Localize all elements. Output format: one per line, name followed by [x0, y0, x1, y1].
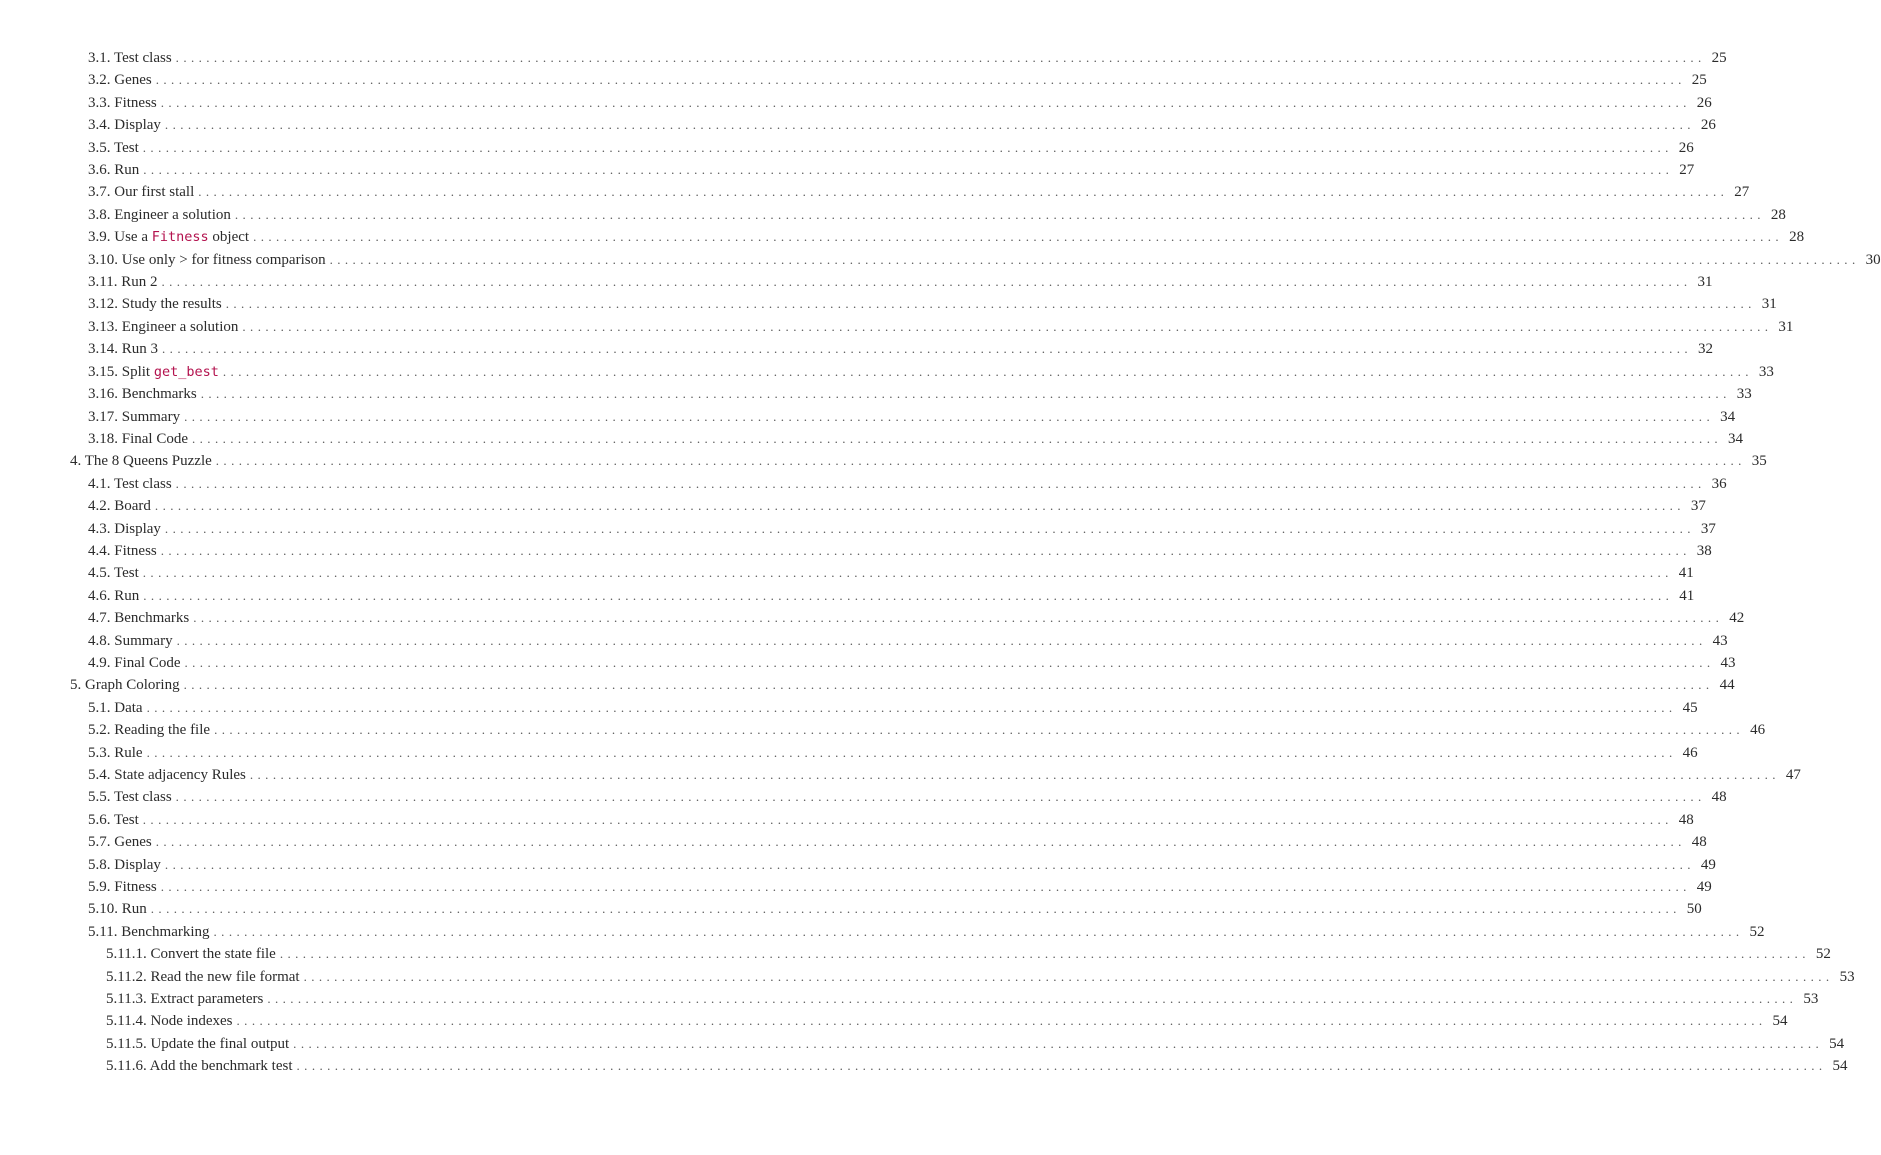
toc-entry-page-number: 33	[1758, 363, 1774, 380]
dot-leader: ........................................................................................................................................................................................................	[160, 94, 1691, 110]
dot-leader: ........................................................................................................................................................................................................	[249, 767, 1780, 782]
dot-leader: ........................................................................................................................................................................................................	[183, 677, 1714, 693]
dot-leader: ........................................................................................................................................................................................................	[143, 587, 1674, 603]
toc-entry-title-text: Display	[114, 117, 161, 134]
toc-entry-number: 4.9.	[88, 654, 111, 671]
toc-entry-page-number: 37	[1700, 520, 1716, 537]
toc-entry-title-text: Test class	[113, 50, 172, 66]
dot-leader: ........................................................................................................................................................................................................	[184, 408, 1715, 424]
dot-leader: ........................................................................................................................................................................................................	[154, 498, 1685, 514]
toc-entry[interactable]	[0, 1055, 1848, 1077]
toc-entry-number: 3.5.	[88, 139, 111, 156]
toc-entry-number: 3.12.	[88, 296, 118, 313]
toc-entry-label	[88, 921, 210, 943]
toc-entry-number: 3.7.	[88, 184, 111, 201]
toc-entry-page-number: 34	[1720, 408, 1736, 425]
toc-entry[interactable]	[0, 181, 1750, 203]
toc-entry-label	[88, 697, 143, 719]
toc-entry-page-number: 45	[1682, 699, 1698, 716]
toc-entry[interactable]	[0, 249, 1881, 271]
dot-leader: ........................................................................................................................................................................................................	[160, 542, 1691, 558]
toc-entry-page-number: 46	[1750, 722, 1766, 739]
toc-entry-title-text: Display	[114, 856, 161, 873]
toc-entry-page-number: 32	[1698, 341, 1714, 358]
toc-entry[interactable]	[0, 764, 1801, 786]
toc-entry-title-text: Board	[114, 498, 151, 515]
toc-entry-title-text: Genes	[114, 72, 152, 89]
toc-entry[interactable]	[0, 988, 1819, 1010]
toc-entry[interactable]	[0, 383, 1752, 405]
toc-entry-title-text: Display	[114, 520, 161, 537]
toc-entry[interactable]	[0, 361, 1774, 383]
dot-leader: ........................................................................................................................................................................................................	[213, 923, 1744, 939]
toc-entry-label	[88, 719, 210, 741]
toc-entry-label	[106, 988, 263, 1010]
toc-entry[interactable]	[0, 630, 1728, 652]
toc-entry-label	[88, 607, 189, 629]
toc-entry-page-number: 28	[1789, 229, 1805, 246]
dot-leader: ........................................................................................................................................................................................................	[143, 162, 1674, 178]
toc-entry-page-number: 41	[1679, 587, 1695, 604]
dot-leader: ........................................................................................................................................................................................................	[146, 744, 1677, 760]
toc-entry-number: 3.1.	[88, 50, 111, 66]
toc-entry-label	[88, 876, 157, 898]
toc-entry-title-text: Summary	[121, 408, 181, 425]
toc-entry-title-text: Test	[113, 565, 139, 582]
toc-entry-title-text: Use only > for fitness comparison	[121, 251, 326, 268]
toc-entry-number: 5.10.	[88, 901, 118, 918]
toc-entry[interactable]	[0, 137, 1694, 159]
toc-entry-number: 4.7.	[88, 610, 111, 627]
dot-leader: ........................................................................................................................................................................................................	[150, 901, 1681, 917]
toc-entry-label	[88, 226, 249, 248]
toc-entry-number: 3.15.	[88, 363, 118, 380]
toc-entry-title-text: Run	[121, 901, 147, 918]
toc-entry-number: 4.3.	[88, 520, 111, 537]
toc-entry-number: 3.18.	[88, 430, 118, 447]
toc-entry-title-text: Run	[114, 587, 140, 604]
dot-leader: ........................................................................................................................................................................................................	[234, 206, 1765, 222]
toc-entry-page-number: 27	[1679, 162, 1695, 179]
toc-entry-page-number: 33	[1736, 386, 1752, 403]
toc-entry[interactable]	[0, 473, 1727, 495]
toc-entry[interactable]	[0, 719, 1766, 741]
toc-entry-label	[88, 898, 147, 920]
toc-entry-title-text: Test	[113, 811, 139, 828]
toc-entry-title-text: Use a	[114, 229, 152, 246]
toc-entry-page-number: 49	[1700, 856, 1716, 873]
dot-leader: ........................................................................................................................................................................................................	[192, 430, 1722, 446]
toc-entry-label	[88, 204, 231, 226]
toc-entry-title-text: Our first stall	[114, 184, 195, 201]
toc-entry-title-text: The 8 Queens Puzzle	[84, 453, 212, 470]
toc-entry-page-number: 53	[1803, 991, 1819, 1008]
toc-entry[interactable]	[0, 406, 1736, 428]
toc-entry-label	[88, 742, 143, 764]
dot-leader: ........................................................................................................................................................................................................	[214, 722, 1745, 738]
toc-entry-page-number: 31	[1697, 274, 1713, 291]
toc-entry-label	[88, 114, 161, 136]
toc-entry[interactable]	[0, 293, 1777, 315]
dot-leader: ........................................................................................................................................................................................................	[200, 386, 1731, 402]
toc-entry-number: 3.16.	[88, 386, 118, 403]
toc-entry-label	[88, 518, 161, 540]
toc-entry-page-number: 26	[1678, 139, 1694, 156]
dot-leader: ........................................................................................................................................................................................................	[267, 991, 1798, 1007]
toc-entry-number: 3.2.	[88, 72, 111, 89]
toc-entry[interactable]	[0, 562, 1694, 584]
toc-entry-title-text: Convert the state file	[150, 946, 276, 963]
toc-entry-page-number: 54	[1772, 1013, 1788, 1030]
dot-leader: ........................................................................................................................................................................................................	[225, 296, 1756, 312]
toc-entry-number: 3.8.	[88, 206, 111, 223]
toc-entry-number: 5.11.3.	[106, 991, 147, 1008]
toc-entry-page-number: 48	[1678, 811, 1694, 828]
toc-entry-page-number: 27	[1734, 184, 1750, 201]
dot-leader: ........................................................................................................................................................................................................	[162, 341, 1693, 357]
toc-entry-title-text: Update the final output	[150, 1035, 290, 1052]
toc-entry-number: 3.11.	[88, 274, 118, 291]
toc-entry-page-number: 42	[1729, 610, 1745, 627]
toc-entry-page-number: 50	[1686, 901, 1702, 918]
toc-entry[interactable]	[0, 204, 1786, 226]
toc-entry-label	[88, 786, 172, 808]
toc-entry-label	[88, 809, 139, 831]
toc-entry-number: 3.13.	[88, 318, 118, 335]
toc-entry-number: 3.6.	[88, 162, 111, 179]
toc-entry-page-number: 48	[1711, 789, 1727, 806]
toc-entry-page-number: 25	[1711, 50, 1727, 66]
toc-entry-label	[88, 652, 181, 674]
toc-entry[interactable]	[0, 786, 1727, 808]
toc-entry-title-text: Study the results	[121, 296, 222, 313]
dot-leader: ........................................................................................................................................................................................................	[296, 1058, 1827, 1074]
toc-entry-label	[88, 338, 158, 360]
toc-entry-number: 5.7.	[88, 834, 111, 851]
toc-entry[interactable]	[0, 226, 1805, 248]
toc-entry[interactable]	[0, 652, 1736, 674]
toc-entry-title-text: Summary	[114, 632, 173, 649]
toc-entry-title-text: Read the new file format	[150, 968, 300, 985]
toc-entry[interactable]	[0, 159, 1695, 181]
toc-entry-page-number: 26	[1696, 94, 1712, 111]
dot-leader: ........................................................................................................................................................................................................	[146, 699, 1677, 715]
toc-entry-number: 4.1.	[88, 475, 111, 492]
toc-entry-number: 5.9.	[88, 879, 111, 896]
toc-entry-label	[88, 406, 180, 428]
toc-entry-page-number: 28	[1770, 206, 1786, 223]
toc-entry-page-number: 38	[1696, 542, 1712, 559]
toc-entry[interactable]	[0, 943, 1831, 965]
toc-entry-title-text: Engineer a solution	[114, 206, 231, 223]
toc-entry-title-text: Final Code	[114, 654, 181, 671]
toc-entry[interactable]	[0, 69, 1707, 91]
toc-entry-page-number: 54	[1829, 1035, 1845, 1052]
toc-entry-title-text: Final Code	[121, 430, 188, 447]
toc-entry-title-text: Run	[114, 162, 140, 179]
toc-entry-number: 4.5.	[88, 565, 111, 582]
toc-entry[interactable]	[0, 697, 1698, 719]
toc-entry[interactable]	[0, 271, 1713, 293]
toc-entry[interactable]	[0, 92, 1712, 114]
toc-entry[interactable]	[0, 47, 1727, 69]
dot-leader: ........................................................................................................................................................................................................	[236, 1013, 1767, 1029]
toc-entry-label	[88, 562, 139, 584]
toc-entry-page-number: 30	[1865, 251, 1881, 268]
toc-entry[interactable]	[0, 585, 1695, 607]
dot-leader: ........................................................................................................................................................................................................	[155, 72, 1686, 88]
toc-entry-page-number: 54	[1832, 1058, 1848, 1075]
toc-entry-label	[88, 159, 139, 181]
dot-leader: ........................................................................................................................................................................................................	[175, 789, 1706, 805]
toc-entry-title-text: Run 3	[121, 341, 159, 358]
toc-entry-page-number: 34	[1728, 430, 1743, 447]
toc-entry[interactable]	[0, 831, 1707, 853]
toc-entry-number: 5.6.	[88, 811, 111, 828]
toc-entry-page-number: 31	[1761, 296, 1777, 313]
toc-entry-page-number: 53	[1839, 968, 1855, 985]
toc-entry-page-number: 48	[1691, 834, 1707, 851]
toc-entry-page-number: 46	[1682, 744, 1698, 761]
toc-entry-number: 5.5.	[88, 789, 111, 806]
toc-entry-number: 5.11.1.	[106, 946, 147, 963]
toc-entry-title-text: Split	[121, 363, 154, 380]
toc-entry[interactable]	[0, 1010, 1788, 1032]
toc-entry-label	[106, 943, 276, 965]
toc-entry-label	[88, 47, 172, 69]
toc-entry-label	[88, 92, 157, 114]
toc-entry-page-number: 31	[1778, 318, 1794, 335]
dot-leader: ........................................................................................................................................................................................................	[142, 139, 1673, 155]
dot-leader: ........................................................................................................................................................................................................	[142, 565, 1673, 581]
toc-entry-page-number: 37	[1690, 498, 1706, 515]
toc-entry-title-text: Run 2	[121, 274, 158, 291]
dot-leader: ........................................................................................................................................................................................................	[303, 968, 1834, 984]
toc-entry[interactable]	[0, 316, 1794, 338]
toc-entry-label	[88, 585, 139, 607]
toc-entry-label	[88, 540, 157, 562]
toc-entry-label	[88, 383, 197, 405]
toc-entry-number: 5.3.	[88, 744, 111, 761]
toc-entry[interactable]	[0, 495, 1706, 517]
toc-entry-number: 4.	[70, 453, 82, 470]
toc-entry-label	[88, 473, 172, 495]
toc-entry[interactable]	[0, 607, 1745, 629]
toc-entry-title-text: Add the benchmark test	[149, 1058, 293, 1075]
dot-leader: ........................................................................................................................................................................................................	[175, 475, 1706, 491]
toc-entry-title-text: Engineer a solution	[121, 318, 239, 335]
toc-entry-title-text: Benchmarking	[121, 923, 210, 940]
dot-leader: ........................................................................................................................................................................................................	[198, 184, 1729, 200]
toc-entry-title-text: Data	[114, 699, 143, 716]
toc-entry[interactable]	[0, 338, 1714, 360]
toc-entry-number: 5.11.	[88, 923, 118, 940]
toc-entry[interactable]	[0, 921, 1765, 943]
toc-entry-code-text: Fitness	[151, 229, 209, 246]
toc-entry-number: 5.	[70, 677, 82, 694]
dot-leader: ........................................................................................................................................................................................................	[161, 274, 1692, 290]
toc-entry-label	[88, 831, 152, 853]
toc-entry-title-text: Benchmarks	[114, 610, 190, 627]
dot-leader: ........................................................................................................................................................................................................	[164, 117, 1695, 133]
toc-entry-number: 5.2.	[88, 722, 111, 739]
toc-entry-number: 3.10.	[88, 251, 118, 268]
toc-entry-number: 3.3.	[88, 94, 111, 111]
toc-entry[interactable]	[0, 1033, 1845, 1055]
toc-entry-number: 5.8.	[88, 856, 111, 873]
toc-entry-page-number: 44	[1719, 677, 1735, 694]
toc-entry-title-text: Test class	[113, 475, 172, 492]
toc-entry-page-number: 47	[1785, 767, 1801, 783]
toc-entry-number: 5.1.	[88, 699, 111, 716]
toc-entry[interactable]	[0, 742, 1698, 764]
toc-entry-label	[88, 764, 246, 786]
table-of-contents	[0, 47, 1881, 1078]
toc-entry-page-number: 52	[1815, 946, 1831, 963]
toc-entry-number: 4.8.	[88, 632, 111, 649]
toc-entry-title-text: Genes	[114, 834, 152, 851]
toc-entry-number: 5.11.4.	[106, 1013, 147, 1030]
toc-entry-number: 4.2.	[88, 498, 111, 515]
dot-leader: ........................................................................................................................................................................................................	[242, 318, 1773, 334]
toc-entry-label	[106, 1033, 289, 1055]
toc-entry-title-text: Fitness	[114, 879, 157, 896]
toc-entry-title-text: Benchmarks	[121, 386, 197, 403]
toc-entry-title-text: State adjacency Rules	[114, 767, 246, 783]
toc-entry-label	[88, 854, 161, 876]
toc-entry-number: 4.6.	[88, 587, 111, 604]
toc-entry-label	[88, 271, 157, 293]
toc-entry[interactable]	[0, 809, 1694, 831]
toc-entry-title-text: Reading the file	[114, 722, 211, 739]
toc-entry-page-number: 25	[1691, 72, 1707, 89]
toc-entry-title-text: Test class	[113, 789, 172, 806]
toc-entry-page-number: 43	[1712, 632, 1728, 649]
toc-entry-page-number: 26	[1700, 117, 1716, 134]
dot-leader: ........................................................................................................................................................................................................	[293, 1035, 1824, 1051]
dot-leader: ........................................................................................................................................................................................................	[329, 251, 1860, 267]
dot-leader: ........................................................................................................................................................................................................	[142, 811, 1673, 827]
toc-entry-title-text: Node indexes	[150, 1013, 233, 1030]
toc-entry[interactable]	[0, 540, 1712, 562]
toc-entry-code-text: get_best	[153, 363, 219, 380]
toc-entry-number: 3.4.	[88, 117, 111, 134]
toc-entry[interactable]	[0, 854, 1716, 876]
toc-entry-page-number: 41	[1678, 565, 1694, 582]
toc-entry-page-number: 52	[1749, 923, 1765, 940]
toc-entry[interactable]	[0, 966, 1855, 988]
toc-entry-title-text: Fitness	[114, 94, 157, 111]
toc-entry-page-number: 36	[1711, 475, 1727, 492]
toc-entry-label	[88, 428, 188, 450]
dot-leader: ........................................................................................................................................................................................................	[215, 453, 1746, 469]
toc-entry-label	[88, 361, 219, 383]
toc-entry-number: 4.4.	[88, 542, 111, 559]
toc-entry-number: 5.11.2.	[106, 968, 147, 985]
toc-entry[interactable]	[0, 114, 1716, 136]
toc-entry-number: 5.11.6.	[106, 1058, 147, 1075]
toc-entry-label	[88, 137, 139, 159]
toc-entry-label	[70, 674, 180, 696]
toc-entry-label	[88, 181, 194, 203]
dot-leader: ........................................................................................................................................................................................................	[175, 50, 1706, 65]
dot-leader: ........................................................................................................................................................................................................	[155, 834, 1686, 850]
toc-entry-label	[88, 249, 326, 271]
toc-entry[interactable]	[0, 674, 1735, 696]
toc-entry[interactable]	[0, 428, 1743, 450]
toc-entry-title-text: Graph Coloring	[85, 677, 180, 694]
dot-leader: ........................................................................................................................................................................................................	[253, 229, 1784, 245]
toc-entry-title-text: object	[208, 229, 250, 246]
toc-entry-label	[106, 1055, 293, 1077]
dot-leader: ........................................................................................................................................................................................................	[164, 856, 1695, 872]
toc-entry[interactable]	[0, 518, 1716, 540]
toc-entry-label	[106, 1010, 233, 1032]
toc-entry-label	[106, 966, 300, 988]
toc-entry-label	[88, 293, 222, 315]
toc-entry-label	[88, 630, 173, 652]
toc-entry-number: 3.9.	[88, 229, 111, 246]
toc-entry-title-text: Fitness	[114, 542, 157, 559]
dot-leader: ........................................................................................................................................................................................................	[164, 520, 1695, 536]
toc-entry-page-number: 43	[1720, 654, 1736, 671]
toc-entry[interactable]	[0, 898, 1702, 920]
toc-entry-title-text: Test	[113, 139, 139, 156]
toc-entry-title-text: Rule	[114, 744, 143, 761]
toc-entry-page-number: 49	[1696, 879, 1712, 896]
dot-leader: ........................................................................................................................................................................................................	[160, 879, 1691, 895]
dot-leader: ........................................................................................................................................................................................................	[193, 610, 1724, 626]
toc-entry-label	[88, 69, 152, 91]
toc-entry[interactable]	[0, 876, 1712, 898]
toc-entry-label	[88, 316, 238, 338]
toc-entry-label	[88, 495, 151, 517]
dot-leader: ........................................................................................................................................................................................................	[222, 363, 1753, 379]
dot-leader: ........................................................................................................................................................................................................	[184, 654, 1715, 670]
toc-entry-page-number: 35	[1751, 453, 1767, 470]
dot-leader: ........................................................................................................................................................................................................	[176, 632, 1707, 648]
toc-entry-number: 5.4.	[88, 767, 111, 783]
toc-entry-number: 3.14.	[88, 341, 118, 358]
toc-entry-number: 5.11.5.	[106, 1035, 147, 1052]
toc-entry-label	[70, 450, 212, 472]
dot-leader: ........................................................................................................................................................................................................	[279, 946, 1810, 962]
toc-entry[interactable]	[0, 450, 1767, 472]
toc-entry-number: 3.17.	[88, 408, 118, 425]
toc-entry-title-text: Extract parameters	[150, 991, 264, 1008]
